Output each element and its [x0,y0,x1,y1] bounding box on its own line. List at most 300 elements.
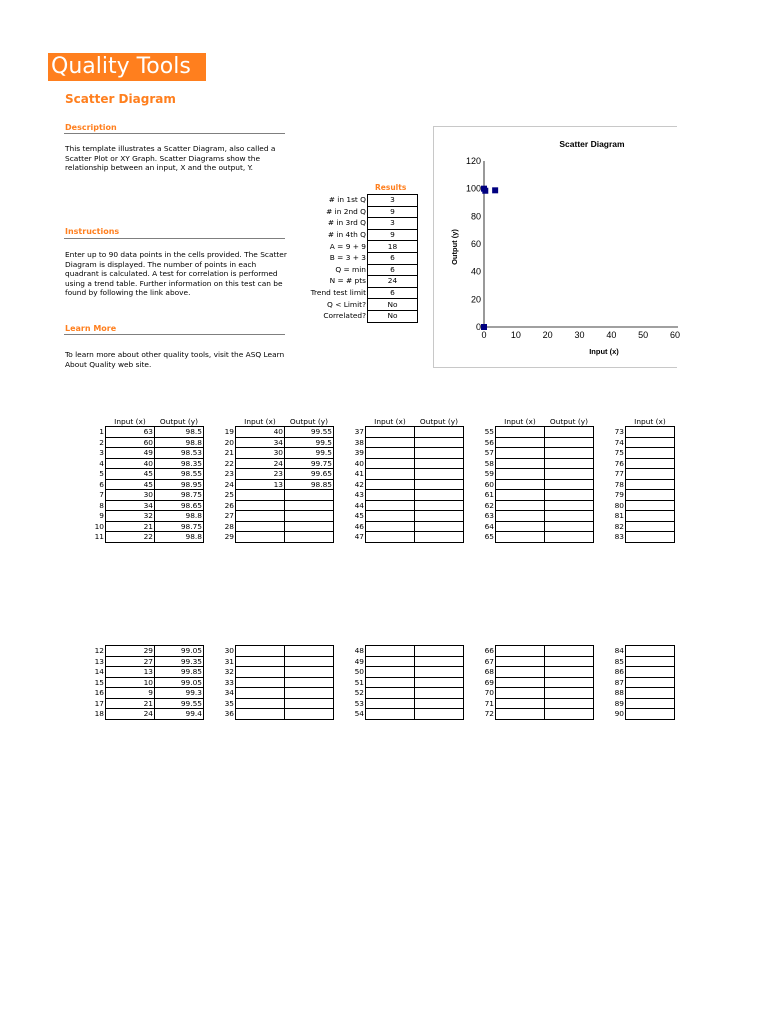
input-x-cell[interactable] [366,469,415,480]
input-x-cell[interactable] [626,490,675,501]
output-column-header: Output (y) [549,416,589,426]
output-y-cell[interactable]: 99.4 [155,709,204,720]
output-y-cell[interactable]: 98.65 [155,500,204,511]
banner-title: Quality Tools [48,53,206,81]
table-row [352,709,464,720]
row-number: 47 [354,532,364,542]
input-x-cell[interactable] [496,667,545,678]
row-number: 59 [484,469,494,479]
results-label: # in 1st Q [328,195,366,205]
output-y-cell[interactable] [415,469,464,480]
table-row [352,469,464,480]
table-row [92,646,204,657]
row-number: 20 [224,437,234,447]
row-number: 39 [354,448,364,458]
row-number: 31 [224,656,234,666]
row-number: 18 [94,709,104,719]
table-row [222,490,334,501]
input-x-cell[interactable] [236,656,285,667]
input-x-cell[interactable]: 27 [106,656,155,667]
data-grid [352,645,464,720]
input-x-cell[interactable] [626,688,675,699]
input-x-cell[interactable] [366,500,415,511]
row-number: 54 [354,709,364,719]
input-x-cell[interactable]: 45 [106,479,155,490]
output-y-cell[interactable] [545,437,594,448]
instructions-divider [64,238,285,239]
input-x-cell[interactable]: 49 [106,448,155,459]
input-x-cell[interactable] [366,698,415,709]
table-row [482,646,594,657]
row-number: 75 [614,448,624,458]
output-y-cell[interactable] [545,646,594,657]
grid-header-row [222,416,334,427]
output-y-cell[interactable] [285,490,334,501]
results-value: 6 [368,252,418,264]
input-x-cell[interactable] [626,469,675,480]
input-x-cell[interactable] [496,532,545,543]
input-x-cell[interactable] [236,490,285,501]
output-y-cell[interactable] [545,500,594,511]
input-x-cell[interactable] [496,479,545,490]
description-divider [64,133,285,134]
description-heading: Description [65,123,117,132]
output-y-cell[interactable] [415,656,464,667]
output-y-cell[interactable] [415,709,464,720]
results-label: # in 2nd Q [326,206,366,216]
output-y-cell[interactable]: 99.5 [285,448,334,459]
output-y-cell[interactable]: 98.75 [155,521,204,532]
input-x-cell[interactable] [366,427,415,438]
x-axis-label: Input (x) [589,347,619,356]
output-y-cell[interactable] [415,500,464,511]
input-x-cell[interactable]: 13 [236,479,285,490]
table-row [612,500,675,511]
row-number: 48 [354,646,364,656]
input-x-cell[interactable] [496,511,545,522]
output-y-cell[interactable]: 99.65 [285,469,334,480]
input-x-cell[interactable] [366,688,415,699]
results-label: # in 4th Q [327,230,366,240]
table-row [612,511,675,522]
row-number: 15 [94,677,104,687]
output-y-cell[interactable]: 99.5 [285,437,334,448]
x-tick-label: 0 [481,330,487,340]
results-heading: Results [375,183,407,192]
input-x-cell[interactable]: 10 [106,677,155,688]
table-row [222,458,334,469]
output-y-cell[interactable] [545,521,594,532]
output-y-cell[interactable] [285,667,334,678]
input-x-cell[interactable] [236,709,285,720]
output-y-cell[interactable] [415,646,464,657]
x-tick-label: 60 [669,330,681,340]
row-number: 40 [354,458,364,468]
learn-more-heading[interactable]: Learn More [65,324,117,333]
table-row [352,646,464,657]
y-tick-label: 20 [470,294,481,305]
table-row [92,688,204,699]
output-y-cell[interactable]: 98.55 [155,469,204,480]
input-x-cell[interactable] [496,698,545,709]
output-y-cell[interactable] [545,698,594,709]
results-value: No [368,299,418,311]
row-number: 76 [614,458,624,468]
table-row [222,656,334,667]
grid-header-row [482,416,594,427]
output-y-cell[interactable]: 98.85 [285,479,334,490]
input-x-cell[interactable] [496,448,545,459]
table-row [482,469,594,480]
input-x-cell[interactable]: 63 [106,427,155,438]
input-x-cell[interactable] [236,646,285,657]
input-x-cell[interactable] [626,427,675,438]
output-y-cell[interactable] [285,677,334,688]
row-number: 9 [99,511,104,521]
input-x-cell[interactable] [626,448,675,459]
table-row [482,656,594,667]
results-value: 9 [368,206,418,218]
chart-title: Scatter Diagram [559,139,625,149]
output-y-cell[interactable] [415,521,464,532]
table-row [612,479,675,490]
input-x-cell[interactable] [626,646,675,657]
input-x-cell[interactable]: 13 [106,667,155,678]
scatter-point [481,324,487,330]
description-text: This template illustrates a Scatter Diagram, also called a Scatter Plot or XY Graph. Scatter Diagrams show the relationship between an input, X and the output, Y. [65,144,276,172]
results-row [300,264,418,276]
output-y-cell[interactable] [545,667,594,678]
row-number: 44 [354,500,364,510]
input-x-cell[interactable]: 22 [106,532,155,543]
x-tick-label: 50 [638,330,649,340]
input-x-cell[interactable] [496,490,545,501]
output-column-header: Output (y) [159,416,199,426]
results-row [300,276,418,288]
output-y-cell[interactable]: 99.75 [285,458,334,469]
input-x-cell[interactable] [496,437,545,448]
input-x-cell[interactable] [236,521,285,532]
input-x-cell[interactable] [366,458,415,469]
input-x-cell[interactable] [626,437,675,448]
output-y-cell[interactable]: 99.85 [155,667,204,678]
output-y-cell[interactable] [285,532,334,543]
output-y-cell[interactable] [545,479,594,490]
output-y-cell[interactable] [545,656,594,667]
table-row [352,458,464,469]
input-x-cell[interactable] [496,677,545,688]
row-number: 22 [224,458,234,468]
row-number: 63 [484,511,494,521]
input-x-cell[interactable] [366,511,415,522]
input-x-cell[interactable] [626,500,675,511]
output-y-cell[interactable] [285,646,334,657]
table-row [482,511,594,522]
input-x-cell[interactable] [366,532,415,543]
row-number: 13 [94,656,104,666]
table-row [482,500,594,511]
row-number: 32 [224,667,234,677]
results-value: 6 [368,287,418,299]
input-x-cell[interactable] [626,656,675,667]
input-x-cell[interactable] [626,511,675,522]
row-number: 19 [224,427,234,437]
input-x-cell[interactable] [236,688,285,699]
table-row [352,688,464,699]
output-y-cell[interactable] [415,688,464,699]
input-x-cell[interactable] [496,646,545,657]
output-y-cell[interactable] [415,448,464,459]
table-row [92,709,204,720]
row-number: 53 [354,698,364,708]
table-row [612,427,675,438]
output-y-cell[interactable] [285,500,334,511]
row-number: 51 [354,677,364,687]
input-x-cell[interactable]: 45 [106,469,155,480]
input-x-cell[interactable]: 32 [106,511,155,522]
input-x-cell[interactable] [236,532,285,543]
row-number: 29 [224,532,234,542]
output-y-cell[interactable] [285,521,334,532]
input-x-cell[interactable]: 30 [106,490,155,501]
output-y-cell[interactable] [545,688,594,699]
output-y-cell[interactable]: 98.95 [155,479,204,490]
scatter-chart [433,126,681,368]
output-y-cell[interactable]: 98.53 [155,448,204,459]
scatter-chart-svg [434,127,681,369]
input-x-cell[interactable] [496,656,545,667]
row-number: 33 [224,677,234,687]
output-y-cell[interactable]: 98.8 [155,532,204,543]
table-row [222,667,334,678]
output-y-cell[interactable]: 99.05 [155,677,204,688]
input-x-cell[interactable]: 40 [236,427,285,438]
output-y-cell[interactable] [545,511,594,522]
row-number: 83 [614,532,624,542]
input-x-cell[interactable] [626,479,675,490]
row-number: 25 [224,490,234,500]
table-row [352,521,464,532]
input-x-cell[interactable]: 24 [106,709,155,720]
table-row [612,448,675,459]
table-row [482,677,594,688]
input-x-cell[interactable] [236,511,285,522]
output-y-cell[interactable] [545,448,594,459]
row-number: 3 [99,448,104,458]
output-y-cell[interactable] [415,427,464,438]
table-row [482,427,594,438]
table-row [482,437,594,448]
input-x-cell[interactable]: 60 [106,437,155,448]
output-y-cell[interactable]: 98.8 [155,511,204,522]
table-row [92,469,204,480]
output-y-cell[interactable] [415,490,464,501]
input-x-cell[interactable] [366,709,415,720]
table-row [222,646,334,657]
learn-more-text: To learn more about other quality tools, visit the ASQ Learn About Quality web site. [65,350,285,369]
row-number: 58 [484,458,494,468]
input-x-cell[interactable] [626,532,675,543]
row-number: 65 [484,532,494,542]
results-value: 3 [368,218,418,230]
output-y-cell[interactable] [285,698,334,709]
input-x-cell[interactable] [626,667,675,678]
input-x-cell[interactable] [366,677,415,688]
data-grid [612,645,675,720]
input-x-cell[interactable] [366,479,415,490]
input-x-cell[interactable] [236,500,285,511]
input-x-cell[interactable]: 21 [106,698,155,709]
table-row [352,667,464,678]
output-y-cell[interactable]: 98.35 [155,458,204,469]
input-x-cell[interactable]: 30 [236,448,285,459]
table-row [352,427,464,438]
row-number: 90 [614,709,624,719]
input-x-cell[interactable] [366,667,415,678]
output-y-cell[interactable] [545,427,594,438]
output-y-cell[interactable] [545,709,594,720]
row-number: 89 [614,698,624,708]
input-x-cell[interactable] [496,427,545,438]
input-x-cell[interactable] [626,521,675,532]
row-number: 80 [614,500,624,510]
table-row [222,511,334,522]
table-row [222,698,334,709]
table-row [612,667,675,678]
output-y-cell[interactable] [415,437,464,448]
table-row [92,521,204,532]
input-x-cell[interactable] [626,677,675,688]
output-y-cell[interactable] [415,458,464,469]
input-x-cell[interactable]: 24 [236,458,285,469]
data-grid [92,416,204,543]
input-x-cell[interactable] [496,500,545,511]
row-number: 62 [484,500,494,510]
input-x-cell[interactable] [236,677,285,688]
input-x-cell[interactable] [496,709,545,720]
instructions-text: Enter up to 90 data points in the cells provided. The Scatter Diagram is displayed. The number of points in each quadrant is calculated. A test for correlation is performed using a trend table. Further information on this test can be found by following the link above. [65,250,287,297]
results-label: A = 9 + 9 [329,241,366,251]
row-number: 87 [614,677,624,687]
input-x-cell[interactable] [366,448,415,459]
table-row [482,698,594,709]
table-row [612,646,675,657]
output-y-cell[interactable]: 99.55 [155,698,204,709]
output-y-cell[interactable]: 99.55 [285,427,334,438]
input-x-cell[interactable] [366,490,415,501]
input-x-cell[interactable]: 21 [106,521,155,532]
output-y-cell[interactable] [415,532,464,543]
data-grid [222,416,334,543]
input-x-cell[interactable] [236,667,285,678]
output-y-cell[interactable]: 98.75 [155,490,204,501]
output-y-cell[interactable] [545,458,594,469]
row-number: 84 [614,646,624,656]
row-number: 50 [354,667,364,677]
output-y-cell[interactable]: 99.05 [155,646,204,657]
scatter-point [492,187,498,193]
table-row [352,500,464,511]
row-number: 27 [224,511,234,521]
row-number: 78 [614,479,624,489]
output-y-cell[interactable] [415,667,464,678]
input-x-cell[interactable] [236,698,285,709]
y-tick-label: 80 [470,211,481,222]
input-x-cell[interactable]: 34 [236,437,285,448]
input-x-cell[interactable] [626,698,675,709]
results-value: 24 [368,276,418,288]
output-y-cell[interactable] [285,511,334,522]
output-y-cell[interactable]: 98.5 [155,427,204,438]
output-y-cell[interactable] [415,511,464,522]
input-x-cell[interactable] [496,469,545,480]
input-x-cell[interactable]: 40 [106,458,155,469]
output-y-cell[interactable] [415,698,464,709]
output-y-cell[interactable] [545,532,594,543]
output-column-header: Output (y) [419,416,459,426]
table-row [92,500,204,511]
grid-header-row [612,416,675,427]
table-row [222,448,334,459]
output-y-cell[interactable] [285,709,334,720]
input-x-cell[interactable] [626,458,675,469]
input-x-cell[interactable] [366,437,415,448]
row-number: 86 [614,667,624,677]
table-row [222,532,334,543]
output-y-cell[interactable] [415,479,464,490]
results-row [300,218,418,230]
output-y-cell[interactable] [285,688,334,699]
output-y-cell[interactable]: 98.8 [155,437,204,448]
results-label: N = # pts [329,276,366,286]
output-y-cell[interactable] [545,469,594,480]
table-row [92,677,204,688]
input-x-cell[interactable] [366,656,415,667]
results-row [300,299,418,311]
output-y-cell[interactable] [545,677,594,688]
output-y-cell[interactable]: 99.35 [155,656,204,667]
table-row [92,532,204,543]
table-row [482,532,594,543]
input-x-cell[interactable] [496,688,545,699]
input-x-cell[interactable] [496,521,545,532]
input-x-cell[interactable] [366,521,415,532]
row-number: 79 [614,490,624,500]
output-y-cell[interactable] [285,656,334,667]
output-y-cell[interactable] [415,677,464,688]
row-number: 74 [614,437,624,447]
results-label: # in 3rd Q [327,218,366,228]
row-number: 81 [614,511,624,521]
table-row [612,532,675,543]
input-x-cell[interactable] [366,646,415,657]
row-number: 68 [484,667,494,677]
input-x-cell[interactable] [496,458,545,469]
input-x-cell[interactable]: 9 [106,688,155,699]
input-x-cell[interactable]: 29 [106,646,155,657]
instructions-heading: Instructions [65,227,120,236]
x-tick-label: 10 [510,330,521,340]
output-y-cell[interactable] [545,490,594,501]
input-x-cell[interactable] [626,709,675,720]
input-x-cell[interactable]: 34 [106,500,155,511]
output-y-cell[interactable]: 99.3 [155,688,204,699]
row-number: 30 [224,646,234,656]
input-x-cell[interactable]: 23 [236,469,285,480]
row-number: 82 [614,521,624,531]
table-row [612,521,675,532]
table-row [482,709,594,720]
